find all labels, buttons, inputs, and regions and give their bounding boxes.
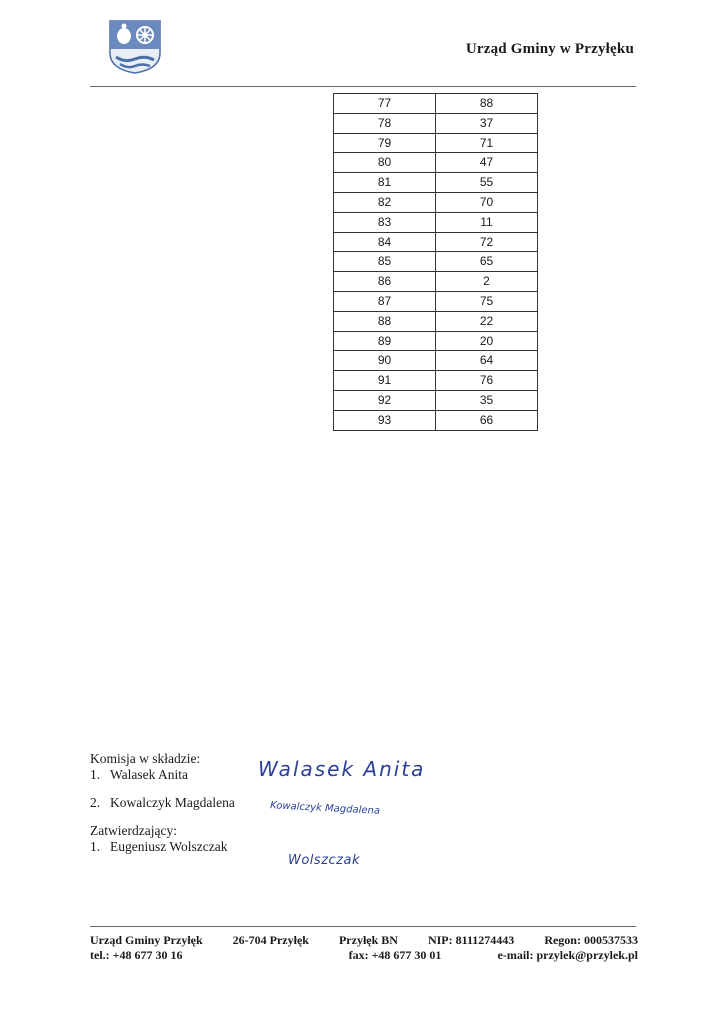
member-name: Kowalczyk Magdalena xyxy=(110,795,235,810)
table-cell-number: 93 xyxy=(334,410,436,430)
results-table xyxy=(333,93,538,431)
approver-name: Eugeniusz Wolszczak xyxy=(110,839,228,854)
footer-bank: Przyłęk BN xyxy=(338,933,398,947)
table-cell-number: 84 xyxy=(334,232,436,252)
table-cell-value: 76 xyxy=(436,371,538,391)
member-number: 1. xyxy=(90,767,101,782)
header-title: Urząd Gminy w Przyłęku xyxy=(465,41,634,57)
table-cell-value: 75 xyxy=(436,291,538,311)
member-name: Walasek Anita xyxy=(110,767,189,782)
table-row xyxy=(334,133,538,153)
table-cell-number: 82 xyxy=(334,192,436,212)
signature-wolszczak: Wolszczak xyxy=(288,853,360,868)
table-row xyxy=(334,351,538,371)
footer xyxy=(90,933,638,963)
approver xyxy=(90,839,235,855)
table-row xyxy=(334,390,538,410)
table-row xyxy=(334,173,538,193)
header-divider xyxy=(90,86,636,87)
footer-fax: fax: +48 677 30 01 xyxy=(348,948,442,962)
table-row xyxy=(334,153,538,173)
table-cell-number: 83 xyxy=(334,212,436,232)
table-cell-value: 20 xyxy=(436,331,538,351)
signature-walasek: Walasek Anita xyxy=(258,757,426,781)
table-cell-value: 37 xyxy=(436,113,538,133)
table-cell-value: 88 xyxy=(436,94,538,114)
table-cell-number: 79 xyxy=(334,133,436,153)
table-cell-number: 81 xyxy=(334,173,436,193)
table-cell-value: 65 xyxy=(436,252,538,272)
signature-kowalczyk: Kowalczyk Magdalena xyxy=(269,800,381,817)
table-cell-value: 11 xyxy=(436,212,538,232)
table-row xyxy=(334,232,538,252)
member-number: 2. xyxy=(90,795,101,810)
table-row xyxy=(334,252,538,272)
table-cell-number: 88 xyxy=(334,311,436,331)
table-cell-value: 70 xyxy=(436,192,538,212)
committee-block xyxy=(90,751,235,855)
coat-of-arms-icon xyxy=(108,19,162,75)
table-cell-value: 66 xyxy=(436,410,538,430)
table-row xyxy=(334,272,538,292)
committee-member xyxy=(90,795,235,811)
table-row xyxy=(334,291,538,311)
table-cell-number: 91 xyxy=(334,371,436,391)
table-cell-number: 86 xyxy=(334,272,436,292)
table-row xyxy=(334,113,538,133)
footer-tel: tel.: +48 677 30 16 xyxy=(90,948,183,962)
table-cell-number: 77 xyxy=(334,94,436,114)
table-row xyxy=(334,212,538,232)
committee-heading: Komisja w składzie: xyxy=(90,751,201,766)
table-cell-number: 90 xyxy=(334,351,436,371)
table-cell-value: 72 xyxy=(436,232,538,252)
approver-number: 1. xyxy=(90,839,101,854)
table-row xyxy=(334,94,538,114)
footer-divider xyxy=(90,926,636,927)
table-cell-value: 22 xyxy=(436,311,538,331)
table-cell-value: 2 xyxy=(436,272,538,292)
table-row xyxy=(334,331,538,351)
footer-nip: NIP: 8111274443 xyxy=(427,933,515,947)
table-cell-number: 92 xyxy=(334,390,436,410)
table-cell-value: 47 xyxy=(436,153,538,173)
committee-member xyxy=(90,767,235,783)
table-row xyxy=(334,371,538,391)
table-cell-value: 64 xyxy=(436,351,538,371)
footer-email: e-mail: przylek@przylek.pl xyxy=(497,948,638,962)
table-cell-value: 71 xyxy=(436,133,538,153)
footer-org: Urząd Gminy Przyłęk xyxy=(90,933,203,947)
table-cell-number: 87 xyxy=(334,291,436,311)
table-cell-number: 89 xyxy=(334,331,436,351)
table-cell-value: 55 xyxy=(436,173,538,193)
table-cell-value: 35 xyxy=(436,390,538,410)
table-cell-number: 80 xyxy=(334,153,436,173)
table-row xyxy=(334,311,538,331)
footer-address: 26-704 Przyłęk xyxy=(232,933,309,947)
table-row xyxy=(334,192,538,212)
table-cell-number: 78 xyxy=(334,113,436,133)
footer-regon: Regon: 000537533 xyxy=(544,933,638,947)
table-cell-number: 85 xyxy=(334,252,436,272)
approver-heading: Zatwierdzający: xyxy=(90,823,177,838)
table-row xyxy=(334,410,538,430)
